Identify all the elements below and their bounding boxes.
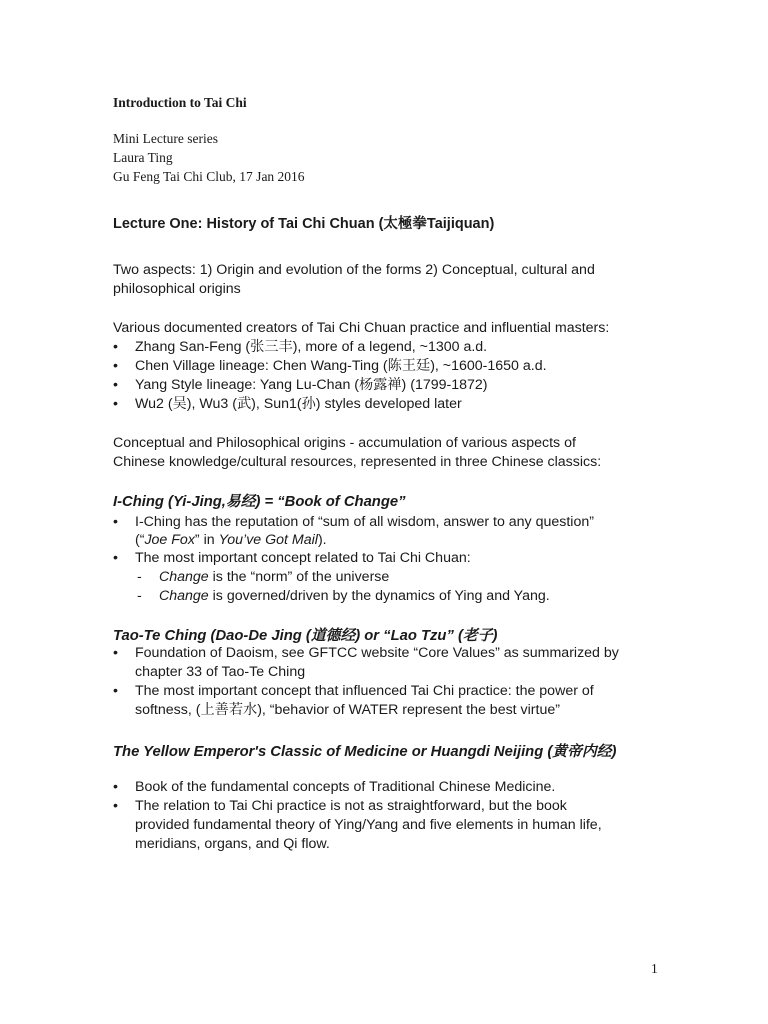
author-line: Laura Ting bbox=[113, 150, 173, 165]
origins-line-1: Conceptual and Philosophical origins - accumulation of various aspects of bbox=[113, 435, 576, 451]
lecture-title: Lecture One: History of Tai Chi Chuan (太極拳Taijiquan) bbox=[113, 216, 495, 232]
origins-line-2: Chinese knowledge/cultural resources, represented in three Chinese classics: bbox=[113, 454, 602, 470]
bullet: • bbox=[113, 683, 118, 699]
bullet: • bbox=[113, 550, 118, 566]
creator-text: Chen Village lineage: Chen Wang-Ting (陈王廷), ~1600-1650 a.d. bbox=[135, 358, 547, 374]
yellow-bullet-text-cont: provided fundamental theory of Ying/Yang and five elements in human life, bbox=[135, 817, 602, 833]
taote-bullet-text: The most important concept that influenced Tai Chi practice: the power of bbox=[135, 683, 594, 699]
taote-bullet-text-cont: softness, (上善若水), “behavior of WATER represent the best virtue” bbox=[135, 702, 560, 718]
bullet: • bbox=[113, 358, 118, 374]
doc-title: Introduction to Tai Chi bbox=[113, 95, 247, 110]
taote-bullet-text-cont: chapter 33 of Tao-Te Ching bbox=[135, 664, 306, 680]
page-number: 1 bbox=[651, 961, 658, 976]
iching-heading: I-Ching (Yi-Jing,易经) = “Book of Change” bbox=[113, 494, 406, 510]
iching-bullet-text-cont: (“Joe Fox” in You’ve Got Mail). bbox=[135, 532, 327, 548]
taote-bullet-text: Foundation of Daoism, see GFTCC website “Core Values” as summarized by bbox=[135, 645, 619, 661]
bullet: • bbox=[113, 798, 118, 814]
document-page bbox=[113, 0, 653, 1024]
iching-subitem-text: Change is the “norm” of the universe bbox=[159, 569, 390, 585]
venue-date-line: Gu Feng Tai Chi Club, 17 Jan 2016 bbox=[113, 169, 305, 184]
creator-text: Yang Style lineage: Yang Lu-Chan (杨露禅) (1799-1872) bbox=[135, 377, 488, 393]
yellow-bullet-text-cont: meridians, organs, and Qi flow. bbox=[135, 836, 330, 852]
dash: - bbox=[137, 569, 142, 585]
bullet: • bbox=[113, 396, 118, 412]
creator-text: Zhang San-Feng (张三丰), more of a legend, ~1300 a.d. bbox=[135, 339, 488, 355]
iching-subitem-text: Change is governed/driven by the dynamics of Ying and Yang. bbox=[159, 588, 550, 604]
yellow-bullet-text: Book of the fundamental concepts of Traditional Chinese Medicine. bbox=[135, 779, 556, 795]
bullet: • bbox=[113, 377, 118, 393]
creators-intro: Various documented creators of Tai Chi Chuan practice and influential masters: bbox=[113, 320, 610, 336]
series-line: Mini Lecture series bbox=[113, 131, 218, 146]
bullet: • bbox=[113, 779, 118, 795]
bullet: • bbox=[113, 339, 118, 355]
taote-heading: Tao-Te Ching (Dao-De Jing (道德经) or “Lao Tzu” (老子) bbox=[113, 628, 498, 644]
creator-text: Wu2 (吴), Wu3 (武), Sun1(孙) styles developed later bbox=[135, 396, 462, 412]
bullet: • bbox=[113, 514, 118, 530]
bullet: • bbox=[113, 645, 118, 661]
iching-bullet-text: I-Ching has the reputation of “sum of all wisdom, answer to any question” bbox=[135, 514, 594, 530]
aspects-line-1: Two aspects: 1) Origin and evolution of the forms 2) Conceptual, cultural and bbox=[113, 262, 595, 278]
yellow-bullet-text: The relation to Tai Chi practice is not as straightforward, but the book bbox=[135, 798, 567, 814]
iching-bullet-text: The most important concept related to Tai Chi Chuan: bbox=[135, 550, 471, 566]
aspects-line-2: philosophical origins bbox=[113, 281, 241, 297]
yellow-heading: The Yellow Emperor's Classic of Medicine or Huangdi Neijing (黄帝内经) bbox=[113, 744, 617, 760]
dash: - bbox=[137, 588, 142, 604]
